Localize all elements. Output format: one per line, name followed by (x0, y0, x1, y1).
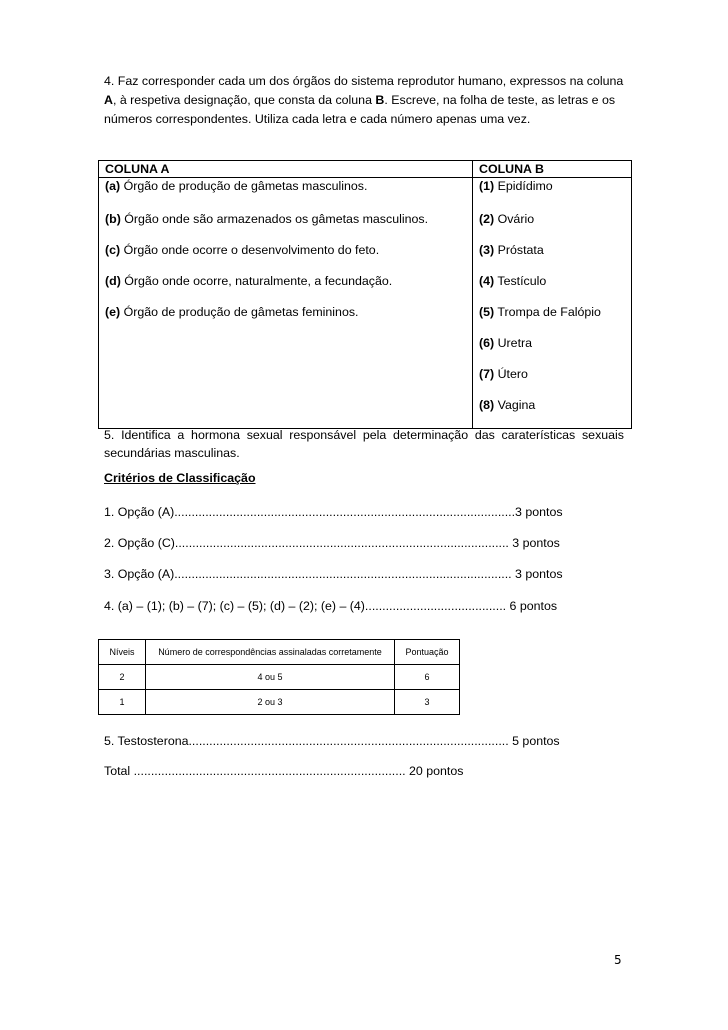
question-4-statement (104, 72, 624, 129)
levels-cell: 4 ou 5 (146, 665, 395, 690)
column-b-text: Ovário (494, 212, 535, 226)
column-b-cell (473, 366, 632, 397)
question-4-column-b-letter: B (375, 93, 385, 107)
matching-row (99, 178, 632, 212)
levels-cell: 2 ou 3 (146, 690, 395, 715)
column-b-text: Trompa de Falópio (494, 305, 601, 319)
answer-line-2: 2. Opção (C)................................................................................................. 3 pontos (104, 536, 560, 550)
total-line: Total ............................................................................... 20 pontos (104, 764, 464, 778)
answer-line-3: 3. Opção (A).................................................................................................. 3 pontos (104, 567, 563, 581)
column-a-cell (99, 178, 473, 212)
column-a-key: (e) (105, 305, 121, 319)
levels-table-row (99, 665, 460, 690)
question-4-text-b: , à respetiva designação, que consta da coluna (112, 93, 376, 107)
column-b-cell (473, 304, 632, 335)
column-b-text: Testículo (494, 274, 547, 288)
matching-row (99, 304, 632, 335)
levels-cell: 2 (99, 665, 146, 690)
column-b-key: (1) (479, 179, 495, 193)
column-a-key: (a) (105, 179, 121, 193)
question-4-text-c: . Escreve, na folha de teste, as letras e os números correspondentes. Utiliza cada letra e cada número apenas uma vez. (104, 93, 616, 126)
criteria-title: Critérios de Classificação (104, 471, 256, 485)
column-b-cell (473, 178, 632, 212)
levels-header-cell: Número de correspondências assinaladas corretamente (146, 640, 395, 665)
column-a-key: (c) (105, 243, 121, 257)
column-b-key: (4) (479, 274, 495, 288)
column-b-cell (473, 211, 632, 242)
column-b-text: Próstata (494, 243, 544, 257)
levels-header-cell: Níveis (99, 640, 146, 665)
matching-row (99, 211, 632, 242)
matching-row (99, 273, 632, 304)
levels-table (98, 639, 460, 715)
column-b-text: Vagina (494, 398, 536, 412)
answer-line-1: 1. Opção (A)...................................................................................................3 pontos (104, 505, 563, 519)
column-a-text: Órgão de produção de gâmetas masculinos. (120, 179, 368, 193)
column-a-key: (b) (105, 212, 121, 226)
column-b-key: (6) (479, 336, 495, 350)
column-b-cell (473, 273, 632, 304)
column-b-key: (2) (479, 212, 495, 226)
column-a-key: (d) (105, 274, 121, 288)
matching-table (98, 160, 632, 429)
column-a-text: Órgão de produção de gâmetas femininos. (120, 305, 359, 319)
column-b-cell (473, 397, 632, 429)
column-b-text: Uretra (494, 336, 533, 350)
answer-line-5: 5. Testosterona............................................................................................. 5 pontos (104, 734, 560, 748)
column-a-cell (99, 273, 473, 304)
column-b-text: Útero (494, 367, 528, 381)
question-4-column-a-letter: A (104, 93, 113, 107)
column-a-cell (99, 335, 473, 366)
levels-cell: 1 (99, 690, 146, 715)
column-a-cell (99, 211, 473, 242)
column-a-text: Órgão onde ocorre o desenvolvimento do feto. (120, 243, 380, 257)
matching-row (99, 397, 632, 429)
column-b-text: Epidídimo (494, 179, 553, 193)
column-a-cell (99, 242, 473, 273)
page-number: 5 (614, 953, 622, 967)
levels-table-header (99, 640, 460, 665)
column-b-key: (3) (479, 243, 495, 257)
matching-table-header (99, 161, 632, 178)
column-a-text: Órgão onde são armazenados os gâmetas masculinos. (120, 212, 429, 226)
column-a-cell (99, 397, 473, 429)
answer-line-4: 4. (a) – (1); (b) – (7); (c) – (5); (d) – (2); (e) – (4)......................................... 6 pontos (104, 599, 558, 613)
levels-cell: 6 (395, 665, 460, 690)
column-a-cell (99, 366, 473, 397)
column-b-key: (5) (479, 305, 495, 319)
matching-row (99, 242, 632, 273)
column-a-cell (99, 304, 473, 335)
levels-cell: 3 (395, 690, 460, 715)
matching-row (99, 366, 632, 397)
question-4-text-a: 4. Faz corresponder cada um dos órgãos do sistema reprodutor humano, expressos na coluna (104, 74, 624, 88)
levels-header-cell: Pontuação (395, 640, 460, 665)
column-a-text: Órgão onde ocorre, naturalmente, a fecundação. (120, 274, 393, 288)
levels-table-row (99, 690, 460, 715)
column-a-header: COLUNA A (99, 161, 473, 178)
column-b-key: (8) (479, 398, 495, 412)
matching-row (99, 335, 632, 366)
column-b-cell (473, 242, 632, 273)
column-b-cell (473, 335, 632, 366)
column-b-header: COLUNA B (473, 161, 632, 178)
question-5-statement: 5. Identifica a hormona sexual responsável pela determinação das caraterísticas sexuais secundárias masculinas. (104, 428, 624, 460)
column-b-key: (7) (479, 367, 495, 381)
